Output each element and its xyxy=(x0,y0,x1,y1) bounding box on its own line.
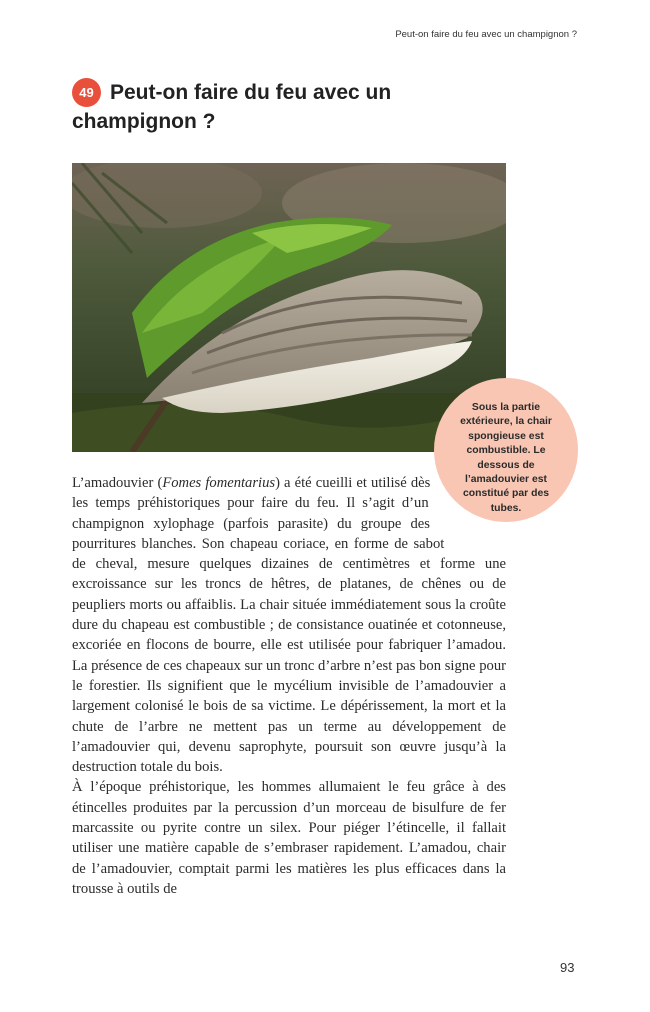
body-text-run: ) a été cueilli et utilisé dès les temps préhistoriques pour faire du feu. Il s’agit d’un champignon xylophage (parfois parasite) du groupe des pourritures blanches. Son chapeau coriace, en forme de sabot de cheval, mesure quelques dizaines de centimètres et forme une excroissance sur les troncs de hêtres, de platanes, de chênes ou de peupliers morts ou affaiblis. La chair située immédiatement sous la croûte dure du chapeau est combustible ; de consistance ouatinée et cotonneuse, excoriée en flocons de bourre, elle est utilisée pour fabriquer l’amadou. La présence de ces chapeaux sur un tronc d’arbre n’est pas bon signe pour le forestier. Ils signifient que le mycélium invisible de l’amadouvier a largement colonisé le bois de sa victime. Le dépérissement, la mort et la chute de l’arbre ne mettent pas un terme au développement de l’amadouvier qui, devenu saprophyte, poursuit son œuvre jusqu’à la destruction totale du bois. xyxy=(72,475,506,776)
body-text-run: L’amadouvier ( xyxy=(72,475,163,491)
mushroom-photo xyxy=(72,163,506,452)
photo-caption: Sous la partie extérieure, la chair spongieuse est combustible. Le dessous de l’amadouvier est constitué par des tubes. xyxy=(434,378,578,522)
caption-wrap-spacer xyxy=(424,473,506,535)
body-text xyxy=(72,473,506,899)
page-title: Peut-on faire du feu avec un champignon ? xyxy=(72,81,392,133)
body-paragraph-2: À l’époque préhistorique, les hommes allumaient le feu grâce à des étincelles produites par la percussion d’un morceau de bisulfure de fer marcassite ou pyrite contre un silex. Pour piéger l’étincelle, il fallait utiliser une matière capable de s’embraser rapidement. L’amadou, chair de l’amadouvier, comptait parmi les matières les plus efficaces dans la trousse à outils de xyxy=(72,779,506,897)
running-head: Peut-on faire du feu avec un champignon ? xyxy=(395,29,577,40)
species-name: Fomes fomentarius xyxy=(162,475,276,491)
question-number-badge: 49 xyxy=(72,78,101,107)
page-title-block xyxy=(72,78,492,136)
page-number: 93 xyxy=(560,960,575,975)
